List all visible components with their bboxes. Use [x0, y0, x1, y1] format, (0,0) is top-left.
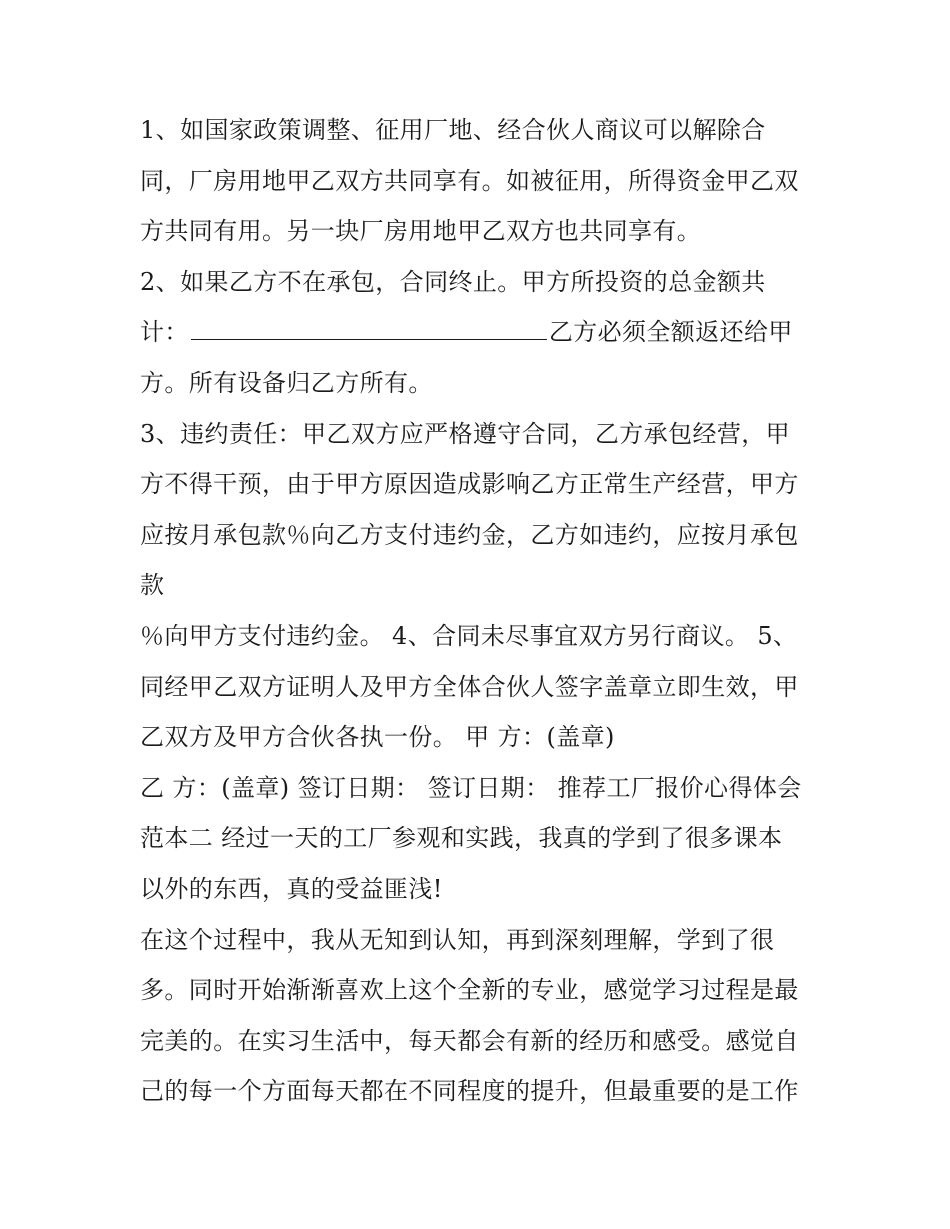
- text-line: 方不得干预，由于甲方原因造成影响乙方正常生产经营，甲方: [140, 470, 799, 498]
- text-line: 同经甲乙双方证明人及甲方全体合伙人签字盖章立即生效，甲: [140, 673, 799, 701]
- text-line: 1、如国家政策调整、征用厂地、经合伙人商议可以解除合: [140, 116, 766, 144]
- text-line: 乙双方及甲方合伙各执一份。 甲 方：(盖章): [140, 723, 615, 751]
- text-line: 2、如果乙方不在承包，合同终止。甲方所投资的总金额共: [140, 268, 766, 296]
- text-line-with-blank: [140, 315, 793, 349]
- text-line: 以外的东西，真的受益匪浅!: [140, 875, 443, 903]
- text-line: 方共同有用。另一块厂房用地甲乙双方也共同享有。: [140, 217, 702, 245]
- fill-in-blank: [191, 317, 547, 340]
- text-line-prefix: 计：: [140, 318, 189, 346]
- text-line: 乙 方：(盖章) 签订日期： 签订日期： 推荐工厂报价心得体会: [140, 774, 802, 802]
- text-line: 同，厂房用地甲乙双方共同享有。如被征用，所得资金甲乙双: [140, 167, 799, 195]
- text-line: 款: [140, 571, 165, 599]
- text-line-suffix: 乙方必须全额返还给甲: [548, 318, 793, 346]
- text-line: 多。同时开始渐渐喜欢上这个全新的专业，感觉学习过程是最: [140, 976, 799, 1004]
- text-line: 完美的。在实习生活中，每天都会有新的经历和感受。感觉自: [140, 1027, 799, 1055]
- text-line: ％向甲方支付违约金。 4、合同未尽事宜双方另行商议。 5、: [140, 622, 798, 650]
- text-line: 3、违约责任：甲乙双方应严格遵守合同，乙方承包经营，甲: [140, 420, 791, 448]
- text-line: 己的每一个方面每天都在不同程度的提升，但最重要的是工作: [140, 1077, 799, 1105]
- text-line: 范本二 经过一天的工厂参观和实践，我真的学到了很多课本: [140, 824, 783, 852]
- text-line: 应按月承包款％向乙方支付违约金，乙方如违约，应按月承包: [140, 521, 799, 549]
- text-line: 方。所有设备归乙方所有。: [140, 369, 433, 397]
- text-line: 在这个过程中，我从无知到认知，再到深刻理解，学到了很: [140, 926, 775, 954]
